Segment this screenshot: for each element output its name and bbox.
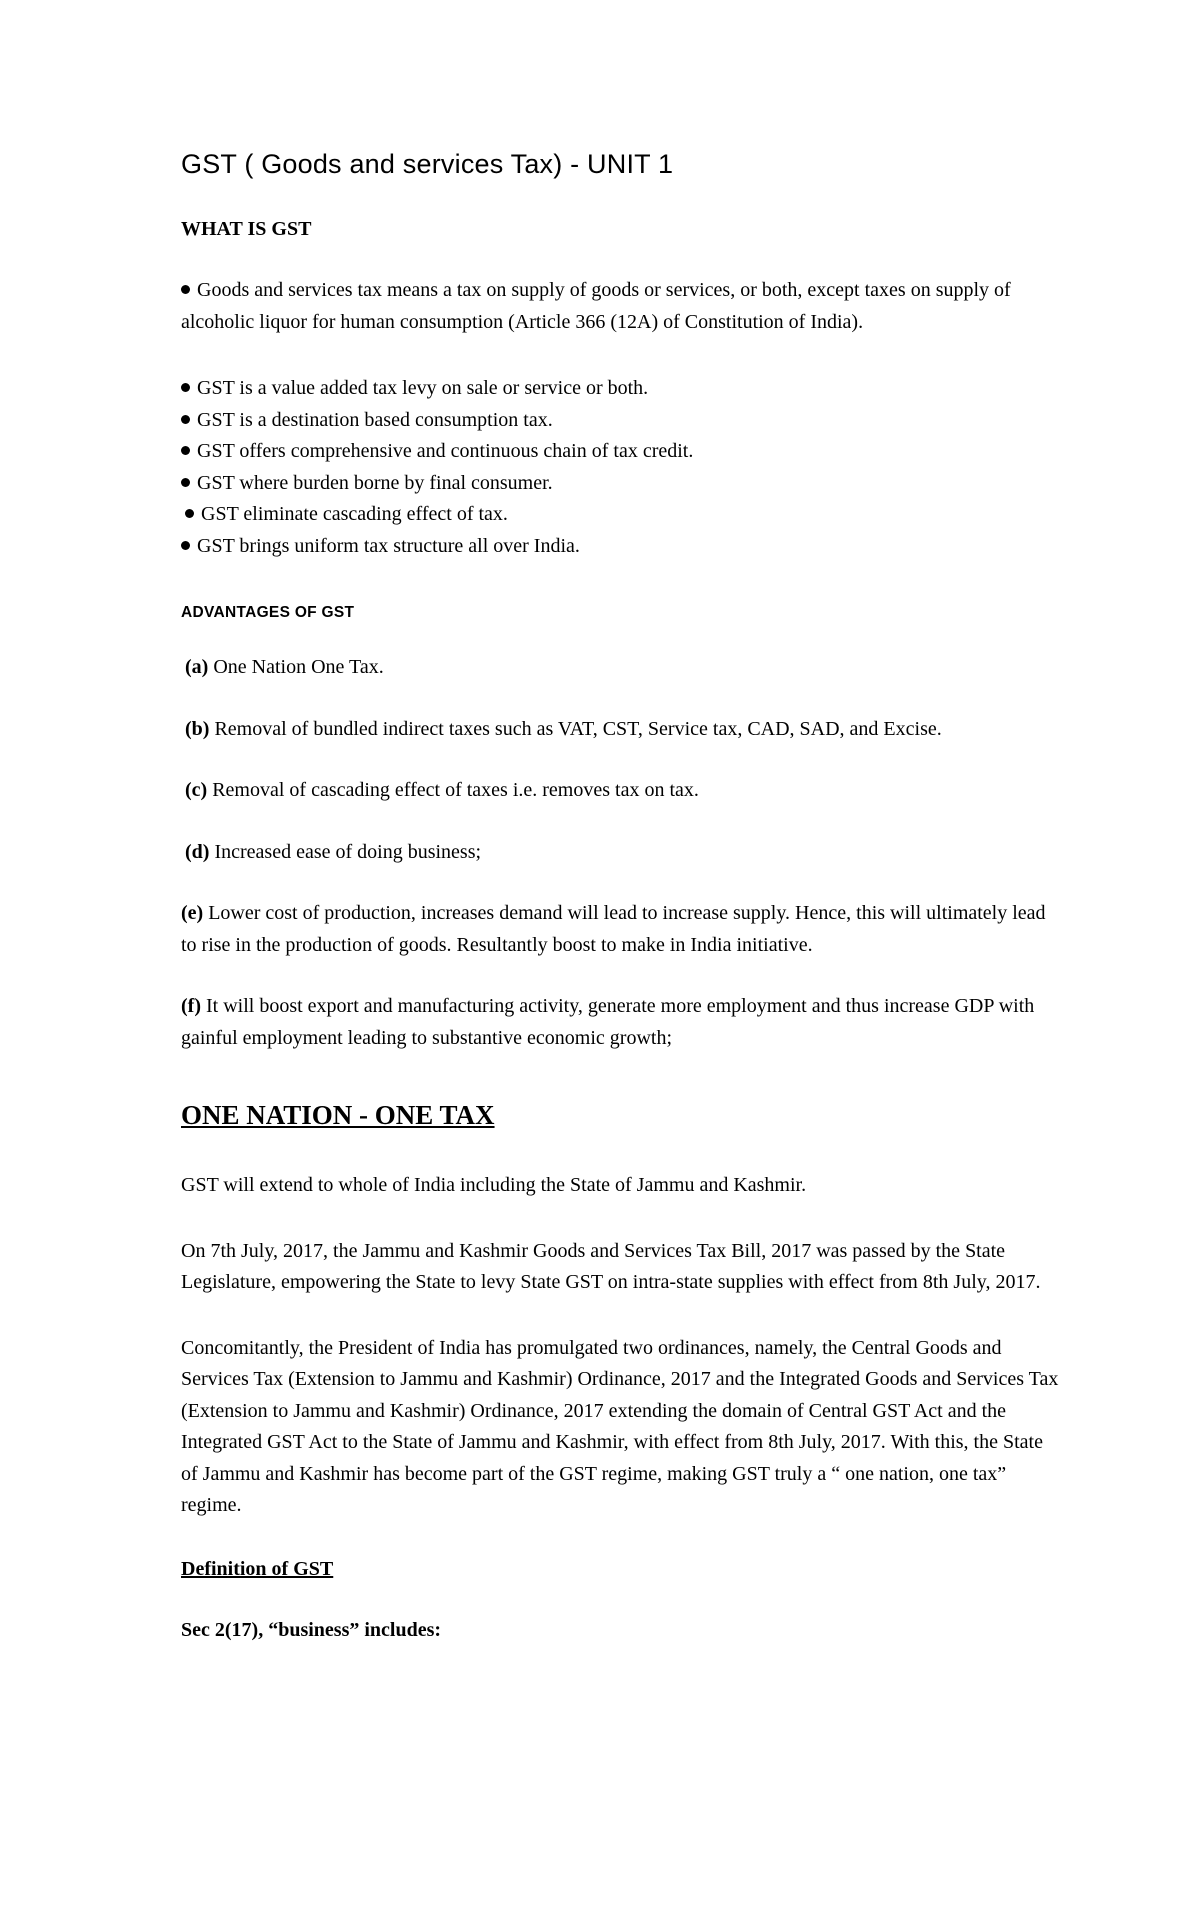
gst-definition-text: Goods and services tax means a tax on supply of goods or services, or both, except taxes on supply of alcoholic liquor for human consumption (Article 366 (12A) of Constitution of India).: [181, 279, 1011, 333]
list-item: GST is a destination based consumption tax.: [181, 405, 1061, 437]
bullet-icon: [181, 446, 190, 455]
list-item: GST where burden borne by final consumer.: [181, 468, 1061, 500]
what-is-gst-heading: WHAT IS GST: [181, 218, 312, 240]
one-nation-paragraph-1: GST will extend to whole of India including the State of Jammu and Kashmir.: [181, 1174, 807, 1196]
advantages-list: [181, 652, 1061, 1054]
advantage-item-e: (e) Lower cost of production, increases demand will lead to increase supply. Hence, this will ultimately lead to rise in the production of goods. Resultantly boost to make in India initiative.: [181, 902, 1046, 956]
bullet-icon: [181, 478, 190, 487]
bullet-icon: [181, 415, 190, 424]
advantage-item-a: (a) One Nation One Tax.: [185, 656, 384, 678]
bullet-icon: [185, 509, 194, 518]
advantage-item-f: (f) It will boost export and manufacturing activity, generate more employment and thus increase GDP with gainful employment leading to substantive economic growth;: [181, 995, 1035, 1049]
bullet-icon: [181, 285, 190, 294]
advantage-item-d: (d) Increased ease of doing business;: [185, 840, 482, 863]
advantage-item-c: (c) Removal of cascading effect of taxes i.e. removes tax on tax.: [185, 779, 699, 801]
gst-definition-paragraph: [181, 275, 1061, 338]
gst-features-list: [181, 373, 1061, 562]
one-nation-paragraph-3: Concomitantly, the President of India has promulgated two ordinances, namely, the Central Goods and Services Tax (Extension to Jammu and Kashmir) Ordinance, 2017 and the Integrated Goods and Services Tax (Extension to Jammu and Kashmir) Ordinance, 2017 extending the domain of Central GST Act and the Integrated GST Act to the State of Jammu and Kashmir, with effect from 8th July, 2017. With this, the State of Jammu and Kashmir has become part of the GST regime, making GST truly a “ one nation, one tax” regime.: [181, 1336, 1059, 1516]
advantage-item-b: (b) Removal of bundled indirect taxes such as VAT, CST, Service tax, CAD, SAD, and Excise.: [185, 717, 942, 740]
list-item: GST is a value added tax levy on sale or service or both.: [181, 373, 1061, 405]
advantages-heading: ADVANTAGES OF GST: [181, 604, 355, 621]
document-title: GST ( Goods and services Tax) - UNIT 1: [181, 149, 674, 179]
one-nation-paragraph-2: On 7th July, 2017, the Jammu and Kashmir Goods and Services Tax Bill, 2017 was passed by the State Legislature, empowering the State to levy State GST on intra-state supplies with effect from 8th July, 2017.: [181, 1239, 1041, 1293]
one-nation-one-tax-heading: ONE NATION - ONE TAX: [181, 1100, 495, 1130]
definition-heading: Definition of GST: [181, 1557, 334, 1580]
document-content: [181, 148, 1061, 1644]
list-item: GST eliminate cascading effect of tax.: [181, 499, 1061, 531]
bullet-icon: [181, 541, 190, 550]
list-item: GST offers comprehensive and continuous chain of tax credit.: [181, 436, 1061, 468]
section-2-17-heading: Sec 2(17), “business” includes:: [181, 1618, 442, 1641]
list-item: GST brings uniform tax structure all over India.: [181, 531, 1061, 563]
bullet-icon: [181, 383, 190, 392]
